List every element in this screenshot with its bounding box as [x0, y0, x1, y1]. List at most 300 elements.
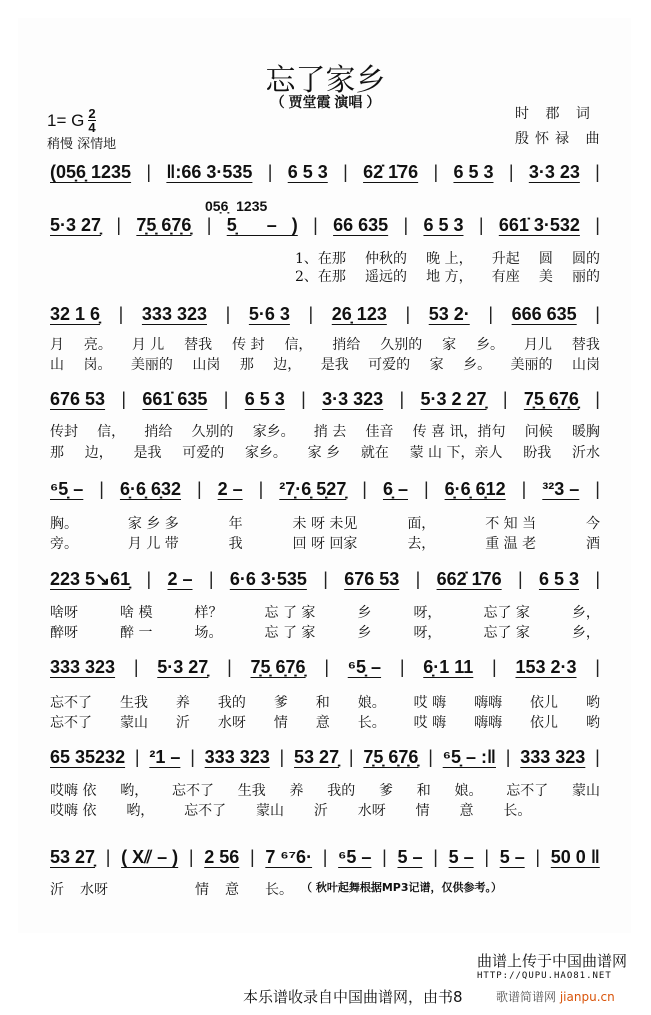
score-row — [50, 479, 600, 552]
bar-line: | — [362, 479, 367, 499]
bar-line: | — [223, 389, 229, 409]
lyric-word: 捎给 — [332, 337, 361, 353]
composer: 殷怀禄 曲 — [515, 131, 606, 147]
lyric-word: 意 — [459, 803, 474, 819]
measure: ⁶5̣ – — [50, 479, 84, 499]
measure: 6 5 3 — [453, 162, 494, 182]
bar-line: | — [343, 162, 348, 182]
measure: 661̇ 3·532 — [498, 215, 580, 235]
measure: 666 635 — [511, 304, 577, 324]
bar-line: | — [146, 162, 152, 182]
lyric-word: 就在 — [360, 445, 389, 461]
bar-line: | — [206, 215, 212, 235]
lyric-word: 那 — [239, 357, 254, 373]
bar-line: | — [433, 847, 438, 867]
lyric-word: 传 喜 讯，捎句 — [412, 424, 506, 440]
bar-line: | — [258, 479, 264, 499]
lyric-word: 岗。 — [83, 357, 112, 373]
lyric-line-2 — [50, 533, 600, 553]
bar-line: | — [492, 657, 497, 677]
lyric-word: 胸。 — [50, 516, 78, 532]
lyric-word: 酒 — [585, 536, 600, 552]
singer-credit: （ 贾堂霞 演唱 ） — [270, 94, 381, 110]
measure: 7̣5̣ 6̣7̣6̣ — [523, 389, 579, 409]
measure: 6̣ – — [382, 479, 408, 499]
lyric-word: 家乡。 — [244, 445, 287, 461]
lyric-word: 蒙山 — [571, 783, 600, 799]
lyric-word: 捎给 — [144, 424, 173, 440]
bar-line: | — [399, 389, 405, 409]
lyric-word: 家 乡 多 — [127, 516, 179, 532]
measure: 6̣·6̣ 6̣12 — [444, 479, 506, 499]
lyric-word: 依儿 — [530, 695, 559, 711]
measure: 7 ⁶⁷6· — [265, 847, 313, 867]
lyric-word: 沂水 — [571, 445, 600, 461]
measure: ²7̣·6̣ 5̣27̣ — [279, 479, 347, 499]
lyric-word: 意 — [225, 882, 239, 898]
lyric-word: 今 — [585, 516, 600, 532]
measure: 5̣ – ) — [226, 215, 298, 235]
bar-line: | — [348, 747, 354, 767]
lyric-line-1 — [50, 334, 600, 354]
measure: 65 35232 — [50, 747, 126, 767]
measure: 5 – — [499, 847, 525, 867]
lyric-word: 哟 — [585, 695, 600, 711]
bar-line: | — [595, 569, 600, 589]
lyric-word: 情 — [415, 803, 430, 819]
measure: 26̣ 123 — [331, 304, 387, 324]
bar-line: | — [484, 847, 489, 867]
bar-line: | — [279, 747, 285, 767]
measure: 32 1 6̣ — [50, 304, 101, 324]
lyric-word: 可爱的 — [182, 445, 225, 461]
lyric-word: 忘 了 家 — [264, 605, 316, 621]
measure: 7̣5̣ 6̣7̣6̣ — [363, 747, 419, 767]
lyric-word: 哟， — [126, 803, 155, 819]
lyric-line-1 — [295, 248, 600, 268]
lyric-word: 重 温 老 — [485, 536, 537, 552]
lyric-word: 忘 了 家 — [264, 625, 316, 641]
lyric-word: 忘不了 — [184, 803, 227, 819]
lyric-line-2 — [50, 354, 600, 374]
lyric-word: 盼我 — [523, 445, 552, 461]
score-row — [50, 389, 600, 461]
bar-line: | — [308, 304, 314, 324]
measure: 6 5 3 — [423, 215, 464, 235]
notes-line — [50, 215, 600, 236]
lyric-word: 忘不了 — [50, 695, 92, 711]
measure: 153 2·3 — [515, 657, 577, 677]
lyric-word: 场。 — [194, 625, 223, 641]
lyric-word: 山 — [50, 357, 64, 373]
measure: 676 53 — [50, 389, 106, 409]
lyric-word: 不 知 当 — [485, 516, 537, 532]
lyric-line-1 — [50, 602, 600, 622]
bar-line: | — [249, 847, 255, 867]
measure: ( X⫽ – ) — [121, 847, 179, 867]
lyric-word: 乡， — [571, 605, 600, 621]
lyric-word: 可爱的 — [368, 357, 411, 373]
measure: 5 – — [397, 847, 423, 867]
lyric-word: 生我 — [119, 695, 148, 711]
song-title: 忘了家乡 — [265, 63, 386, 98]
bar-line: | — [478, 215, 484, 235]
measure: ⁶5̣ – :‖ — [442, 747, 496, 767]
bar-line: | — [595, 657, 600, 677]
score-row — [50, 162, 600, 183]
time-sig-top: 2 — [88, 106, 96, 121]
notes-line — [50, 389, 600, 410]
measure: 6·6 3·535 — [229, 569, 307, 589]
time-signature — [88, 107, 95, 134]
lyric-word: 美 — [538, 269, 553, 285]
lyric-line-2 — [50, 622, 600, 642]
measure: 662̇ 1̇76 — [436, 569, 502, 589]
lyric-word: 月 儿 带 — [127, 536, 179, 552]
notes-line — [50, 479, 600, 500]
bar-line: | — [322, 847, 328, 867]
notes-line — [50, 657, 600, 678]
measure: 53 27̣ — [50, 847, 96, 867]
measure: 62̇ 1̇76 — [363, 162, 419, 182]
measure: 6 5 3 — [287, 162, 328, 182]
measure: ²1 – — [149, 747, 181, 767]
lyric-word: 爹 — [273, 695, 288, 711]
lyric-word — [561, 800, 565, 820]
bar-line: | — [301, 389, 306, 409]
lyric-word: 替我 — [571, 337, 600, 353]
lyric-word: 久别的 — [380, 337, 423, 353]
bar-line: | — [595, 389, 600, 409]
measure: 2 56 — [204, 847, 240, 867]
lyric-word: 忘不了 — [50, 715, 92, 731]
lyric-word: 山岗 — [192, 357, 221, 373]
lyric-word: 长。 — [357, 715, 386, 731]
measure: 50 0 ‖ — [550, 847, 600, 867]
score-row — [50, 657, 600, 731]
lyricist: 时 郡 词 — [515, 106, 596, 122]
lyric-word: 边， — [84, 445, 113, 461]
bar-line: | — [134, 747, 140, 767]
lyric-word: 旁。 — [50, 536, 78, 552]
footer-brand-cn: 歌谱简谱网 — [496, 990, 557, 1004]
lyric-word: 美丽的 — [130, 357, 173, 373]
lyric-word: 久别的 — [191, 424, 234, 440]
lyric-word: 传封 — [50, 424, 78, 440]
lyric-line-2 — [50, 712, 600, 732]
lyric-line-2 — [50, 800, 600, 820]
measure: ³²3 – — [542, 479, 580, 499]
bar-line: | — [323, 569, 328, 589]
lyric-word: 月 儿 — [131, 337, 165, 353]
lyric-word: 呀， — [413, 605, 442, 621]
watermark-line2: HTTP://QUPU.HAO81.NET — [476, 971, 612, 981]
key-label: 1= G — [47, 110, 85, 130]
measure: 2 – — [167, 569, 193, 589]
lyric-word: 我的 — [327, 783, 356, 799]
bar-line: | — [433, 162, 439, 182]
measure: 333 323 — [50, 657, 116, 677]
lyric-word: 蒙山 — [256, 803, 285, 819]
lyric-word: 晚 上， — [426, 251, 473, 267]
lyric-word: 长。 — [503, 803, 532, 819]
lyric-word: 遥远的 — [365, 269, 408, 285]
lyric-word: 娘。 — [454, 783, 483, 799]
lyric-word: 佳音 — [365, 424, 394, 440]
lyric-word: 意 — [315, 715, 330, 731]
measure: ⁶5̣ – — [347, 657, 382, 677]
lyric-word: 忘不了 — [171, 783, 214, 799]
measure: 333 323 — [141, 304, 207, 324]
bar-line: | — [508, 162, 514, 182]
lyric-word: 沂 — [313, 803, 328, 819]
lyric-word: 亮。 — [83, 337, 112, 353]
measure: 6 5 3 — [244, 389, 285, 409]
measure: 5·3 27̣ — [50, 215, 102, 235]
bar-line: | — [423, 479, 429, 499]
lyric-word: 呀， — [413, 625, 442, 641]
bar-line: | — [405, 304, 411, 324]
lyric-word: 沂 — [175, 715, 190, 731]
lyric-word: 年 — [228, 516, 243, 532]
bar-line: | — [428, 747, 433, 767]
score-row — [50, 304, 600, 373]
lyric-word: 山岗 — [571, 357, 600, 373]
lyric-line-1 — [50, 421, 600, 441]
lyric-word — [596, 800, 600, 820]
lyric-word: 蒙 山 下，亲人 — [409, 445, 503, 461]
bar-line: | — [105, 847, 111, 867]
footer-brand-en: jianpu.cn — [559, 990, 615, 1004]
lyric-word: 边， — [273, 357, 302, 373]
measure: 333 323 — [520, 747, 586, 767]
measure: 5·6 3 — [248, 304, 290, 324]
measure: 6 5 3 — [538, 569, 579, 589]
lyric-word: 圆 — [538, 251, 553, 267]
bar-line: | — [382, 847, 387, 867]
lyric-word: 哟， — [120, 783, 149, 799]
measure: 7̣5̣ 6̣7̣6̣ — [250, 657, 306, 677]
lyric-word: 传 封 — [232, 337, 265, 353]
notes-line — [50, 569, 600, 590]
bar-line: | — [190, 747, 195, 767]
bar-line: | — [502, 389, 508, 409]
bar-line: | — [227, 657, 232, 677]
lyric-word: 依儿 — [530, 715, 559, 731]
lyric-word: 水呀 — [217, 715, 246, 731]
lyric-word: 忘不了 — [506, 783, 549, 799]
bar-line: | — [535, 847, 541, 867]
bar-line: | — [595, 747, 600, 767]
lyric-word: 面， — [407, 516, 436, 532]
lyric-word: 仲秋的 — [365, 251, 408, 267]
score-row — [50, 847, 600, 898]
lyric-word: 地 方， — [426, 269, 473, 285]
time-sig-bottom: 4 — [88, 120, 96, 135]
lyric-word: 哎 嗨 — [413, 695, 447, 711]
notes-line — [50, 162, 600, 183]
measure: 661̇ 635 — [142, 389, 208, 409]
lyric-word: 问候 — [524, 424, 553, 440]
lyric-word: 乡 — [357, 605, 372, 621]
measure: 676 53 — [344, 569, 400, 589]
lyric-word: 是我 — [133, 445, 162, 461]
measure: ⁶5 – — [338, 847, 372, 867]
lyric-word: 嗨嗨 — [474, 715, 503, 731]
lyric-word: 忘了 家 — [483, 605, 530, 621]
bar-line: | — [208, 569, 214, 589]
lyric-word: 家 — [429, 357, 444, 373]
lyric-word: 月 — [50, 337, 64, 353]
bar-line: | — [188, 847, 194, 867]
bar-line: | — [121, 389, 127, 409]
lyric-word: （ 秋叶起舞根据MP3记谱，仅供参考。） — [301, 881, 502, 894]
lyric-word: 是我 — [320, 357, 349, 373]
lyric-word: 替我 — [184, 337, 213, 353]
lyric-word: 爹 — [378, 783, 393, 799]
lyric-word: 升起 — [491, 251, 520, 267]
score-row — [50, 215, 600, 285]
lyric-word: 乡， — [571, 625, 600, 641]
lyric-word: 水呀 — [80, 882, 108, 898]
lyric-word: 乡。 — [463, 357, 492, 373]
bar-line: | — [267, 162, 273, 182]
tempo-marking: 稍慢 深情地 — [47, 137, 117, 152]
bar-line: | — [517, 569, 523, 589]
measure: 53 27̣ — [294, 747, 340, 767]
lyric-word: 信， — [97, 424, 126, 440]
notes-line — [50, 304, 600, 325]
lyric-word: 家乡。 — [252, 424, 295, 440]
bar-line: | — [399, 657, 405, 677]
measure: 333 323 — [204, 747, 270, 767]
lyric-word: 有座 — [491, 269, 520, 285]
lyric-word: 1、在那 — [295, 251, 346, 267]
key-signature — [47, 107, 96, 134]
lyric-word: 和 — [416, 783, 431, 799]
lyric-word: 哎嗨 依 — [50, 803, 97, 819]
lyric-word: 养 — [289, 783, 304, 799]
bar-line: | — [415, 569, 421, 589]
ossia-notes: 05̣6̣ 1235 — [205, 198, 268, 214]
lyric-line-1 — [50, 780, 600, 800]
lyric-word: 啥呀 — [50, 605, 78, 621]
measure: 223 5↘61̣ — [50, 569, 131, 589]
lyric-word: 水呀 — [357, 803, 386, 819]
measure: ‖:66 3·535 — [166, 162, 253, 182]
bar-line: | — [146, 569, 152, 589]
footer-brand — [496, 988, 615, 1005]
measure: (05̣6̣ 1235 — [50, 162, 132, 182]
bar-line: | — [595, 304, 600, 324]
lyric-word: 醉呀 — [50, 625, 78, 641]
lyric-word: 蒙山 — [119, 715, 148, 731]
lyric-word: 生我 — [237, 783, 266, 799]
lyric-word: 情 — [273, 715, 288, 731]
measure: 5 – — [448, 847, 474, 867]
lyric-word: 圆的 — [572, 251, 600, 267]
bar-line: | — [403, 215, 409, 235]
bar-line: | — [488, 304, 494, 324]
measure: 53 2· — [428, 304, 470, 324]
bar-line: | — [521, 479, 527, 499]
lyric-word: 哟 — [585, 715, 600, 731]
lyric-line-2 — [295, 266, 600, 286]
measure: 5·3 27̣ — [157, 657, 209, 677]
lyric-word: 娘。 — [357, 695, 386, 711]
score-row — [50, 747, 600, 819]
lyric-word: 啥 模 — [120, 605, 153, 621]
bar-line: | — [225, 304, 231, 324]
lyric-word: 去， — [407, 536, 436, 552]
notes-line — [50, 847, 600, 868]
lyric-word: 乡 — [357, 625, 372, 641]
bar-line: | — [595, 479, 600, 499]
watermark-line1: 曲谱上传于中国曲谱网 — [476, 952, 627, 970]
bar-line: | — [595, 162, 600, 182]
measure: 3·3 323 — [322, 389, 384, 409]
measure: 2 – — [217, 479, 243, 499]
notes-line — [50, 747, 600, 768]
lyric-word: 嗨嗨 — [474, 695, 503, 711]
lyric-word: 暖胸 — [571, 424, 600, 440]
measure: 6̣·6̣ 6̣32 — [119, 479, 181, 499]
footer-text: 本乐谱收录自中国曲谱网，由书8 — [243, 988, 463, 1006]
lyric-word: 家 乡 — [307, 445, 341, 461]
bar-line: | — [133, 657, 139, 677]
bar-line: | — [324, 657, 329, 677]
lyric-word: 那 — [50, 445, 64, 461]
bar-line: | — [313, 215, 318, 235]
measure: 66 635 — [333, 215, 389, 235]
lyric-word: 乡。 — [476, 337, 505, 353]
bar-line: | — [116, 215, 122, 235]
lyric-word: 醉 一 — [120, 625, 153, 641]
bar-line: | — [505, 747, 511, 767]
lyric-word: 情 — [195, 882, 209, 898]
lyric-word: 信， — [284, 337, 313, 353]
measure: 5·3 2 27̣ — [420, 389, 487, 409]
lyric-word: 2、在那 — [295, 269, 346, 285]
lyric-line-1 — [50, 879, 600, 899]
lyric-word: 哎 嗨 — [413, 715, 447, 731]
lyric-word: 月儿 — [523, 337, 552, 353]
lyric-line-2 — [50, 442, 600, 462]
measure: 7̣5̣ 6̣7̣6̣ — [136, 215, 192, 235]
measure: 6̣·1 11 — [423, 657, 474, 677]
lyric-word: 回 呀 回家 — [292, 536, 358, 552]
measure: 3·3 23 — [528, 162, 580, 182]
lyric-word: 长。 — [265, 882, 293, 898]
watermark — [477, 950, 627, 981]
lyric-word: 美丽的 — [510, 357, 553, 373]
lyric-word: 养 — [175, 695, 190, 711]
lyric-word: 哎嗨 依 — [50, 783, 97, 799]
lyric-word: 家 — [442, 337, 457, 353]
lyric-word: 和 — [315, 695, 330, 711]
lyric-line-1 — [50, 692, 600, 712]
bar-line: | — [595, 215, 600, 235]
lyric-word: 沂 — [50, 882, 64, 898]
lyric-word: 我的 — [217, 695, 246, 711]
lyric-word: 样？ — [194, 605, 223, 621]
lyric-word: 捎 去 — [313, 424, 347, 440]
lyric-line-1 — [50, 513, 600, 533]
bar-line: | — [196, 479, 202, 499]
lyric-word: 丽的 — [572, 269, 600, 285]
lyric-word: 我 — [228, 536, 243, 552]
lyric-word: 未 呀 未见 — [292, 516, 358, 532]
